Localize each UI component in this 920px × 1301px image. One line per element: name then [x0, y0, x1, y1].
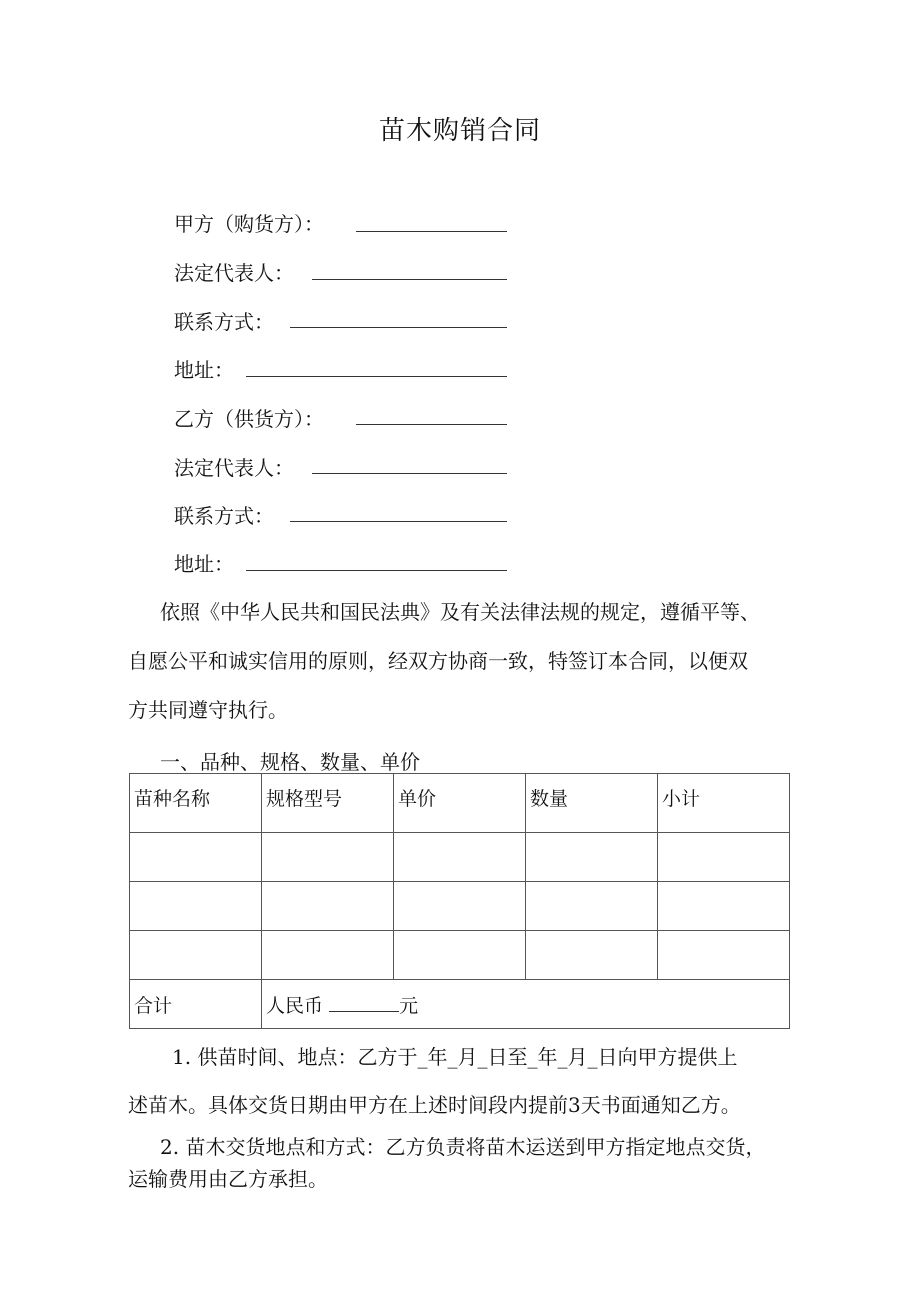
- party-b-rep-label: 法定代表人：: [174, 456, 294, 480]
- party-a-address-label: 地址：: [174, 358, 234, 382]
- clause-1-line-1: 1. 供苗时间、地点：乙方于_年_月_日至_年_月_日向甲方提供上: [172, 1045, 738, 1069]
- page-title: 苗木购销合同: [378, 116, 541, 146]
- party-a-rep-label: 法定代表人：: [174, 261, 294, 285]
- party-b-address-label: 地址：: [174, 552, 234, 576]
- preamble-line-3: 方共同遵守执行。: [128, 698, 288, 722]
- table-cell[interactable]: [130, 833, 262, 882]
- party-b-rep-blank[interactable]: [312, 473, 507, 474]
- table-cell[interactable]: [526, 882, 658, 931]
- table-cell[interactable]: [262, 833, 394, 882]
- table-cell[interactable]: [130, 882, 262, 931]
- table-cell[interactable]: [526, 931, 658, 980]
- table-cell[interactable]: [394, 931, 526, 980]
- table-header-row: [130, 774, 790, 833]
- party-a-rep-blank[interactable]: [312, 279, 507, 280]
- party-a-name-blank[interactable]: [356, 231, 507, 232]
- total-label: 合计: [130, 980, 262, 1029]
- header-cell: 规格型号: [262, 774, 394, 833]
- total-suffix: 元: [399, 994, 419, 1017]
- party-b-contact-label: 联系方式：: [174, 504, 274, 528]
- table-row: [130, 931, 790, 980]
- party-a-contact-blank[interactable]: [290, 327, 507, 328]
- party-b-name-blank[interactable]: [356, 424, 507, 425]
- clause-1-line-2: 述苗木。具体交货日期由甲方在上述时间段内提前3天书面通知乙方。: [128, 1093, 741, 1117]
- party-b-address-blank[interactable]: [246, 570, 507, 571]
- product-table: [129, 773, 790, 1029]
- table-row: [130, 882, 790, 931]
- table-row: [130, 833, 790, 882]
- party-b-name-label: 乙方（供货方）：: [174, 407, 324, 431]
- party-a-name-label: 甲方（购货方）：: [174, 212, 324, 236]
- preamble-line-1: 依照《中华人民共和国民法典》及有关法律法规的规定，遵循平等、: [160, 600, 760, 624]
- table-cell[interactable]: [658, 882, 790, 931]
- header-cell: 数量: [526, 774, 658, 833]
- table-cell[interactable]: [394, 833, 526, 882]
- table-cell[interactable]: [658, 931, 790, 980]
- total-prefix: 人民币: [266, 994, 324, 1017]
- clause-2-line-2: 运输费用由乙方承担。: [128, 1167, 328, 1191]
- party-a-contact-label: 联系方式：: [174, 310, 274, 334]
- total-amount-blank[interactable]: [329, 993, 399, 1012]
- table-cell[interactable]: [394, 882, 526, 931]
- total-amount-cell: [262, 980, 790, 1029]
- party-a-address-blank[interactable]: [246, 376, 507, 377]
- section-heading: 一、品种、规格、数量、单价: [160, 750, 420, 774]
- header-cell: 小计: [658, 774, 790, 833]
- table-cell[interactable]: [526, 833, 658, 882]
- clause-2-line-1: 2. 苗木交货地点和方式：乙方负责将苗木运送到甲方指定地点交货，: [160, 1135, 766, 1159]
- table-cell[interactable]: [658, 833, 790, 882]
- header-cell: 单价: [394, 774, 526, 833]
- table-total-row: [130, 980, 790, 1029]
- table-cell[interactable]: [130, 931, 262, 980]
- table-cell[interactable]: [262, 882, 394, 931]
- preamble-line-2: 自愿公平和诚实信用的原则，经双方协商一致，特签订本合同，以便双: [128, 649, 748, 673]
- table-cell[interactable]: [262, 931, 394, 980]
- party-b-contact-blank[interactable]: [290, 521, 507, 522]
- header-cell: 苗种名称: [130, 774, 262, 833]
